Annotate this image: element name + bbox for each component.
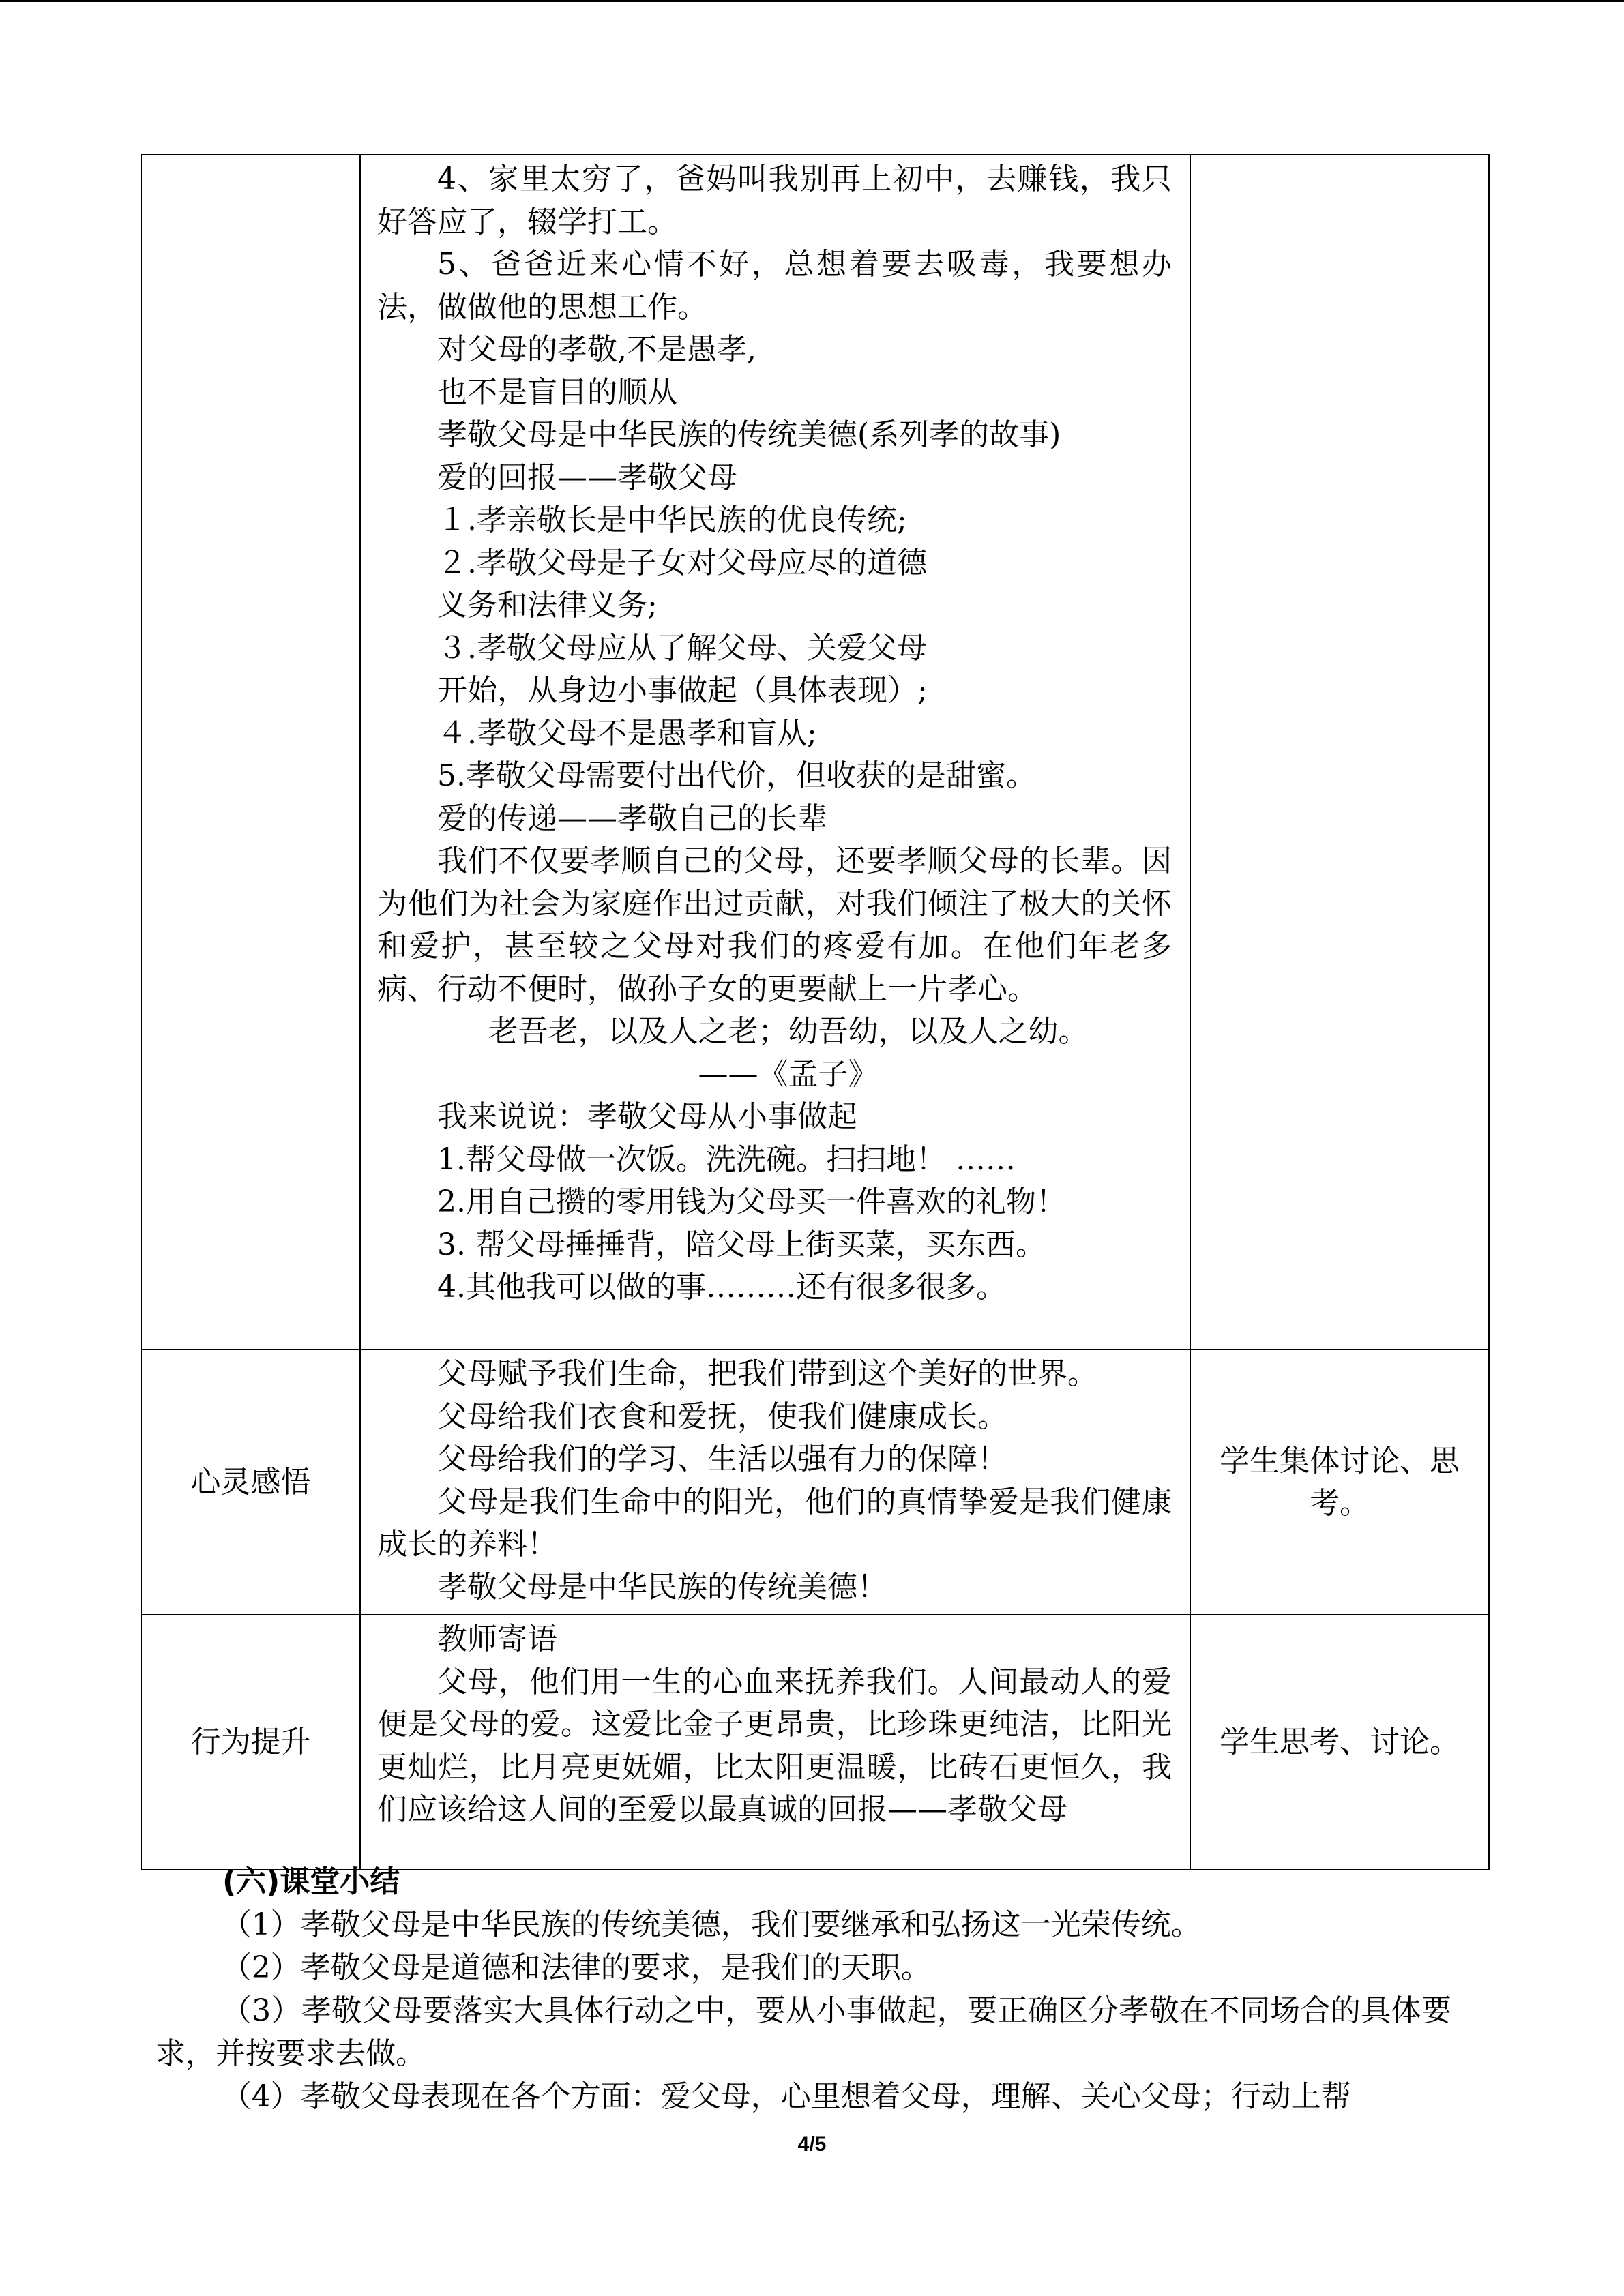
table-row — [141, 1615, 1489, 1870]
content-paragraph: 5、爸爸近来心情不好，总想着要去吸毒，我要想办法，做做他的思想工作。 — [377, 247, 1172, 325]
row-content — [360, 1615, 1190, 1870]
content-paragraph: 我们不仅要孝顺自己的父母，还要孝顺父母的长辈。因为他们为社会为家庭作出过贡献，对我们倾注了极大的关怀和爱护，甚至较之父母对我们的疼爱有加。在他们年老多病、行动不便时，做孙子女的更要献上一片孝心。 — [377, 844, 1172, 1007]
row-label: 行为提升 — [141, 1615, 360, 1870]
content-paragraph: 也不是盲目的顺从 — [437, 374, 677, 410]
content-paragraph: 父母给我们衣食和爱抚，使我们健康成长。 — [437, 1399, 1007, 1434]
content-paragraph: 父母，他们用一生的心血来抚养我们。人间最动人的爱便是父母的爱。这爱比金子更昂贵，比珍珠更纯洁，比阳光更灿烂，比月亮更妩媚，比太阳更温暖，比砖石更恒久，我们应该给这人间的至爱以最真诚的回报——孝敬父母 — [377, 1664, 1172, 1827]
content-paragraph: 5.孝敬父母需要付出代价，但收获的是甜蜜。 — [437, 758, 1036, 793]
content-paragraph: 爱的传递——孝敬自己的长辈 — [437, 801, 827, 836]
content-paragraph: 孝敬父母是中华民族的传统美德(系列孝的故事) — [437, 417, 1061, 452]
content-paragraph: 对父母的孝敬,不是愚孝, — [437, 332, 756, 367]
content-paragraph: 孝敬父母是中华民族的传统美德！ — [437, 1569, 887, 1605]
row-activity: 学生集体讨论、思考。 — [1190, 1350, 1489, 1615]
content-paragraph: 3. 帮父母捶捶背，陪父母上街买菜，买东西。 — [437, 1227, 1046, 1262]
summary-item: （2）孝敬父母是道德和法律的要求，是我们的天职。 — [221, 1950, 931, 1985]
row-label: 心灵感悟 — [141, 1350, 360, 1615]
content-paragraph: 4、家里太穷了，爸妈叫我别再上初中，去赚钱，我只好答应了，辍学打工。 — [377, 162, 1172, 239]
summary-heading: (六)课堂小结 — [222, 1864, 400, 1899]
content-paragraph: 1.帮父母做一次饭。洗洗碗。扫扫地！ …… — [437, 1142, 1016, 1177]
summary-item: （3）孝敬父母要落实大具体行动之中，要从小事做起，要正确区分孝敬在不同场合的具体要求，并按要求去做。 — [156, 1993, 1451, 2071]
content-paragraph: ——《孟子》 — [698, 1056, 879, 1092]
content-paragraph: 开始，从身边小事做起（具体表现）; — [437, 673, 928, 708]
row-activity — [1190, 155, 1489, 1350]
content-paragraph: ２.孝敬父母是子女对父母应尽的道德 — [437, 545, 927, 580]
content-paragraph: 爱的回报——孝敬父母 — [437, 460, 737, 495]
lesson-table — [141, 154, 1490, 1870]
content-paragraph: 4.其他我可以做的事………还有很多很多。 — [437, 1270, 1006, 1304]
content-paragraph: 教师寄语 — [437, 1622, 557, 1656]
summary-item: （4）孝敬父母表现在各个方面：爱父母，心里想着父母，理解、关心父母；行动上帮 — [221, 2079, 1351, 2114]
content-paragraph: 父母赋予我们生命，把我们带到这个美好的世界。 — [437, 1356, 1097, 1391]
content-paragraph: 我来说说：孝敬父母从小事做起 — [437, 1099, 857, 1134]
table-row — [141, 155, 1489, 1350]
content-paragraph: １.孝亲敬长是中华民族的优良传统; — [437, 503, 907, 537]
row-label — [141, 155, 360, 1350]
content-paragraph: 义务和法律义务; — [437, 588, 658, 623]
content-paragraph: 父母给我们的学习、生活以强有力的保障！ — [437, 1442, 1007, 1476]
top-rule — [0, 0, 1624, 2]
table-row — [141, 1350, 1489, 1615]
row-content — [360, 1350, 1190, 1615]
content-paragraph: 父母是我们生命中的阳光，他们的真情挚爱是我们健康成长的养料！ — [377, 1484, 1172, 1562]
content-paragraph: ３.孝敬父母应从了解父母、关爱父母 — [437, 630, 927, 666]
content-paragraph: 2.用自己攒的零用钱为父母买一件喜欢的礼物！ — [437, 1184, 1066, 1219]
content-paragraph: 老吾老，以及人之老；幼吾幼，以及人之幼。 — [488, 1014, 1089, 1049]
page-number: 4/5 — [797, 2133, 827, 2156]
summary-item: （1）孝敬父母是中华民族的传统美德，我们要继承和弘扬这一光荣传统。 — [221, 1907, 1201, 1942]
row-content — [360, 155, 1190, 1350]
content-paragraph: ４.孝敬父母不是愚孝和盲从; — [437, 715, 817, 751]
row-activity: 学生思考、讨论。 — [1190, 1615, 1489, 1870]
class-summary — [156, 1860, 1451, 2118]
